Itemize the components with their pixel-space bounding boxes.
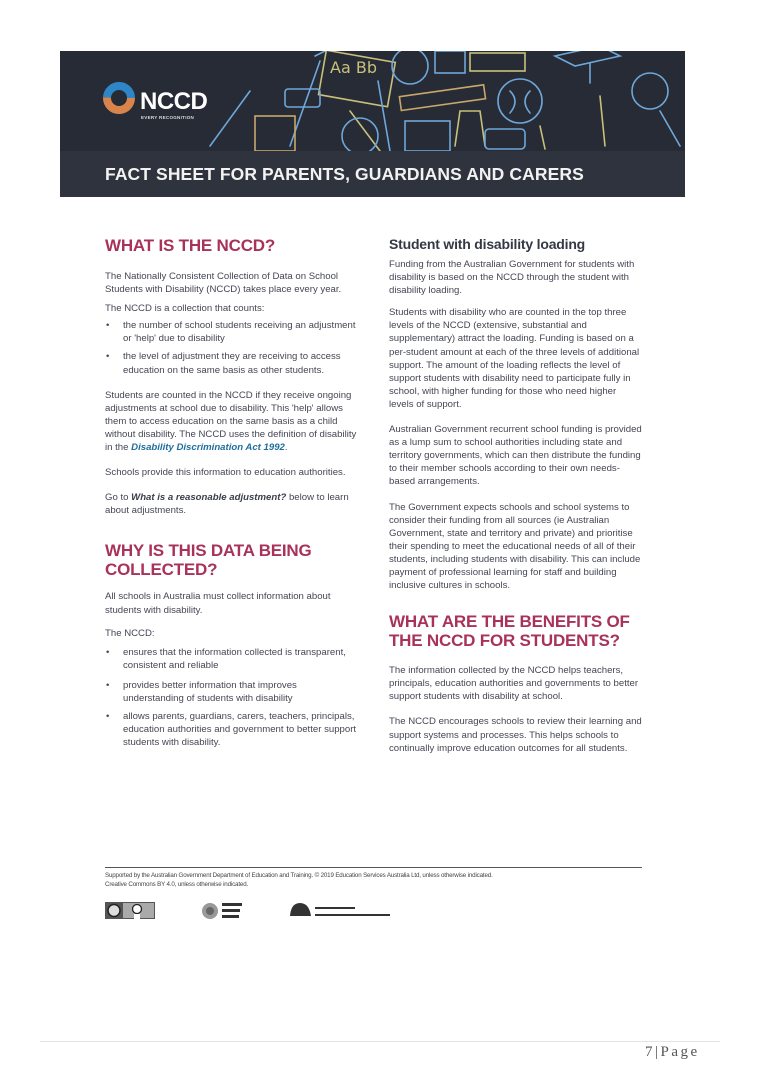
right-column xyxy=(389,236,643,755)
footer-credits xyxy=(105,872,645,889)
text: . xyxy=(284,442,288,454)
page-number: 7|Page xyxy=(645,1044,700,1060)
paragraph: The NCCD: xyxy=(105,627,155,639)
disability-act-link[interactable]: Disability Discrimination Act 1992 xyxy=(131,442,285,454)
footer-line: Creative Commons BY 4.0, unless otherwise indicated. xyxy=(105,880,249,888)
paragraph: The NCCD is a collection that counts: xyxy=(105,303,265,315)
list-item: • the level of adjustment they are receiving to access education on the same basis as other students. xyxy=(105,350,357,376)
section-heading-loading: Student with disability loading xyxy=(389,236,586,252)
section-heading-benefits: WHAT ARE THE BENEFITS OF THE NCCD FOR STUDENTS? xyxy=(389,612,630,651)
paragraph: Schools provide this information to education authorities. xyxy=(105,467,346,479)
header-banner xyxy=(60,51,685,197)
partner-logos xyxy=(105,900,405,922)
section-heading-what-is-nccd: WHAT IS THE NCCD? xyxy=(105,236,276,255)
text: Students are counted in the NCCD if they receive ongoing adjustments at school due to disability. This 'help' allows them to access education on the same basis as a child without disability. The NCCD uses the definition of disability in the xyxy=(105,389,357,454)
list-item: • allows parents, guardians, carers, teachers, principals, education authorities and government to better support students with disability. xyxy=(105,710,357,749)
list-item: • ensures that the information collected is transparent, consistent and reliable xyxy=(105,646,357,672)
paragraph-definition xyxy=(105,389,357,454)
list-item: • provides better information that improves understanding of students with disability xyxy=(105,679,357,705)
svg-text:Aa Bb: Aa Bb xyxy=(330,58,377,77)
text: Go to xyxy=(105,492,132,504)
footer-divider xyxy=(105,867,642,868)
bullet-list xyxy=(105,646,357,750)
paragraph: All schools in Australia must collect information about students with disability. xyxy=(105,591,331,616)
page-number-value: 7 xyxy=(645,1044,655,1060)
cc-by-badge-icon xyxy=(105,902,155,919)
left-column xyxy=(105,236,357,749)
paragraph: The information collected by the NCCD helps teachers, principals, education authorities and governments to better support students with disability at school. xyxy=(389,665,639,703)
document-title: FACT SHEET FOR PARENTS, GUARDIANS AND CARERS xyxy=(105,164,584,184)
paragraph: Students with disability who are counted in the top three levels of the NCCD (extensive, substantial and supplementary) attract the loading. Funding is based on a per-student amount at each of the three levels of additional support. The amount of the loading reflects the level of support students with disability need to participate fully in school, with higher funding for those who need higher levels of support. xyxy=(389,307,640,410)
australian-government-crest-icon xyxy=(290,903,390,916)
paragraph: The Nationally Consistent Collection of Data on School Students with Disability (NCCD) takes place every year. xyxy=(105,271,342,296)
paragraph-go-to xyxy=(105,491,357,517)
bullet-list xyxy=(105,319,357,376)
logo-text: NCCD xyxy=(140,88,208,115)
section-heading-why-collected: WHY IS THIS DATA BEING COLLECTED? xyxy=(105,541,312,580)
page-label: Page xyxy=(660,1044,700,1060)
page-footer-divider xyxy=(40,1041,720,1042)
paragraph: Australian Government recurrent school funding is provided as a lump sum to school authorities including state and territory governments, which can then distribute the funding to their member schools according to their own needs-based arrangements. xyxy=(389,424,642,488)
list-item: • the number of school students receiving an adjustment or 'help' due to disability xyxy=(105,319,357,345)
nccd-logo-mark-icon xyxy=(102,81,136,115)
reasonable-adjustment-reference: What is a reasonable adjustment? xyxy=(131,492,287,504)
footer-logos xyxy=(105,900,405,922)
logo-subtitle: EVERY RECOGNITION xyxy=(141,115,195,120)
esa-logo-icon xyxy=(202,903,242,919)
text: below to learn about adjustments. xyxy=(105,492,349,517)
paragraph: Funding from the Australian Government for students with disability is based on the NCCD through the student with disability loading. xyxy=(389,259,635,297)
paragraph: The Government expects schools and school systems to consider their funding from all sources (ie Australian Government, state and territory and private) and prioritise their spending to meet the educational needs of all of their students, including students with disability. This can include payment of professional learning for staff and building inclusive cultures in schools. xyxy=(389,501,641,592)
paragraph: The NCCD encourages schools to review their learning and support systems and processes. This helps schools to continually improve education outcomes for all students. xyxy=(389,716,642,754)
footer-line: Supported by the Australian Government Department of Education and Training. © 2019 Education Services Australia Ltd, unless otherwise indicated. xyxy=(105,872,493,879)
